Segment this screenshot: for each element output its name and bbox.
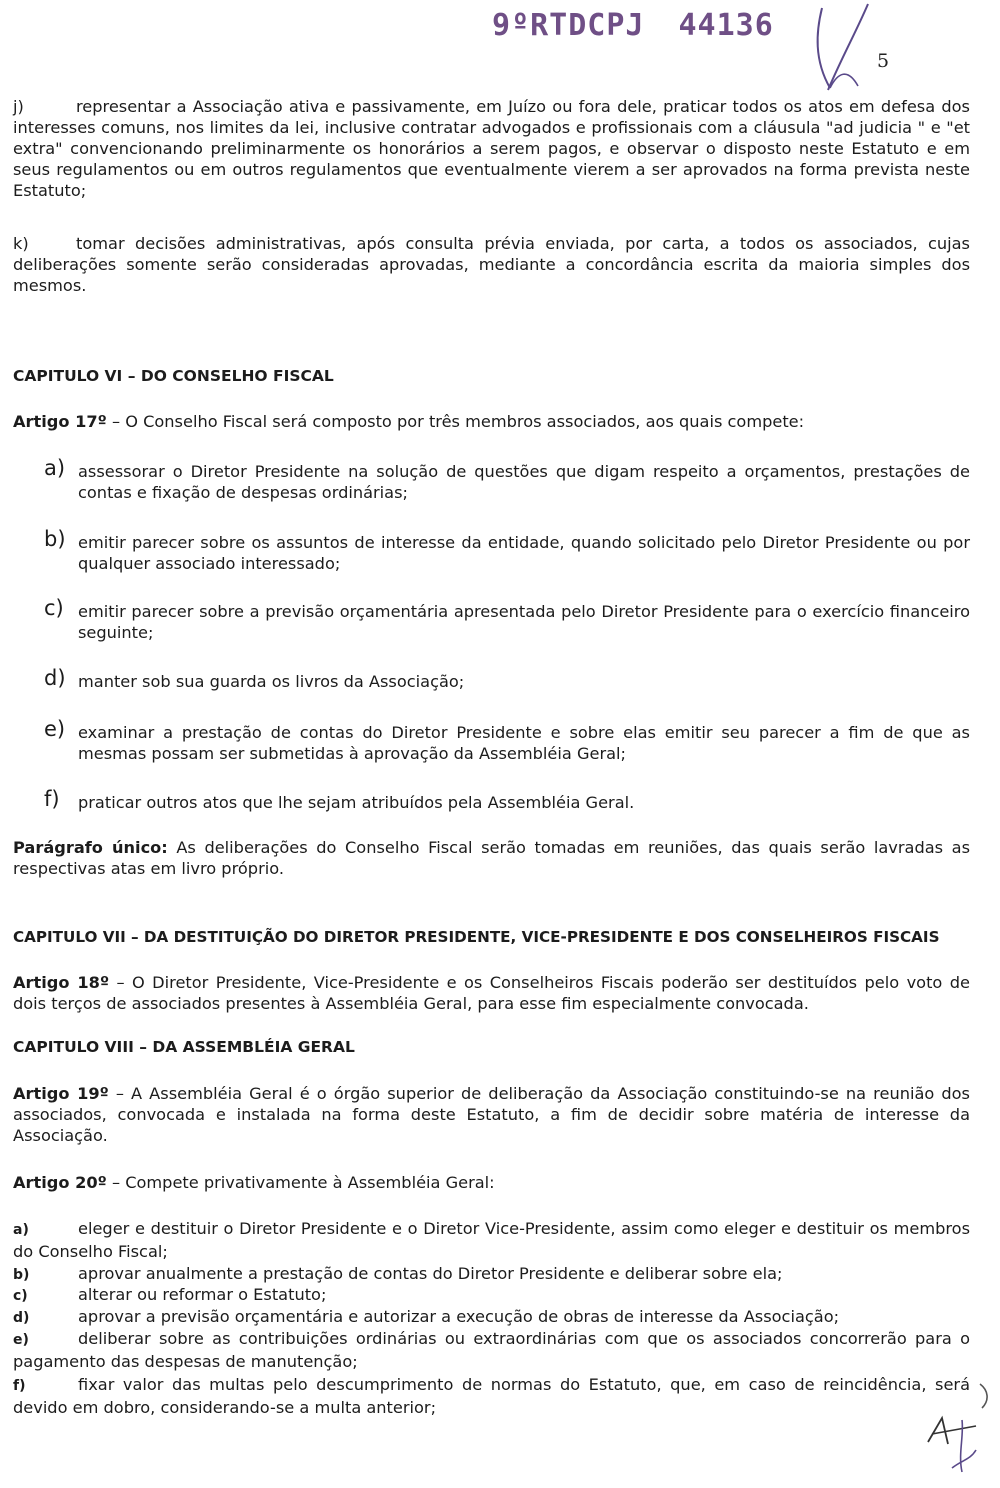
council-item-c-text: emitir parecer sobre a previsão orçamentária apresentada pelo Diretor Presidente para o exercício financeiro seguinte; — [78, 602, 970, 642]
item-k — [13, 233, 970, 296]
page-number: 5 — [877, 50, 890, 72]
council-item-f-letter: f) — [44, 787, 60, 811]
article-18-text: – O Diretor Presidente, Vice-Presidente e os Conselheiros Fiscais poderão ser destituídos pelo voto de dois terços de associados presentes à Assembléia Geral, para esse fim especialmente convocada. — [13, 973, 970, 1013]
council-item-a-text: assessorar o Diretor Presidente na solução de questões que digam respeito a orçamentos, prestações de contas e fixação de despesas ordinárias; — [78, 462, 970, 502]
article-19 — [13, 1083, 970, 1146]
assembly-item-d-text: aprovar a previsão orçamentária e autorizar a execução de obras de interesse da Associação; — [78, 1307, 840, 1326]
council-item-b-letter: b) — [44, 527, 66, 551]
item-j-text: representar a Associação ativa e passivamente, em Juízo ou fora dele, praticar todos os atos em defesa dos interesses comuns, nos limites da lei, inclusive contratar advogados e profissionais com a cláusula "ad judicia " e "et extra" convencionando preliminarmente os honorários a serem pagos, e observar o disposto neste Estatuto e em seus regulamentos ou em outros regulamentos que eventualmente vierem a ser aprovados na forma prevista neste Estatuto; — [13, 97, 970, 200]
council-item-a — [44, 456, 970, 503]
initials-signature-bottom — [918, 1380, 998, 1484]
assembly-item-c-label: c) — [13, 1288, 28, 1304]
assembly-item-b-label: b) — [13, 1267, 30, 1283]
council-item-e — [44, 717, 970, 764]
sole-paragraph-label: Parágrafo único: — [13, 838, 168, 857]
assembly-item-f-text: fixar valor das multas pelo descumprimento de normas do Estatuto, que, em caso de reincidência, será devido em dobro, considerando-se a multa anterior; — [13, 1375, 970, 1417]
council-item-a-letter: a) — [44, 456, 66, 480]
item-k-label: k) — [13, 234, 29, 253]
stamp-code: 9ºRTDCPJ — [492, 8, 645, 43]
assembly-item-e-label: e) — [13, 1332, 29, 1348]
chapter-6-heading: CAPITULO VI – DO CONSELHO FISCAL — [13, 367, 334, 385]
registry-stamp — [492, 8, 774, 43]
initials-signature-top — [808, 2, 878, 94]
assembly-item-a — [13, 1218, 970, 1262]
article-19-label: Artigo 19º — [13, 1084, 109, 1103]
sole-paragraph-text: As deliberações do Conselho Fiscal serão tomadas em reuniões, das quais serão lavradas as respectivas atas em livro próprio. — [13, 838, 970, 878]
item-j-label: j) — [13, 97, 24, 116]
council-item-e-text: examinar a prestação de contas do Diretor Presidente e sobre elas emitir seu parecer a fim de que as mesmas possam ser submetidas à aprovação da Assembléia Geral; — [78, 723, 970, 763]
assembly-item-f-label: f) — [13, 1378, 26, 1394]
council-item-c — [44, 596, 970, 643]
assembly-item-b-text: aprovar anualmente a prestação de contas do Diretor Presidente e deliberar sobre ela; — [78, 1264, 783, 1283]
council-item-d — [44, 666, 970, 692]
assembly-item-c — [13, 1284, 970, 1307]
council-item-b — [44, 527, 970, 574]
article-20 — [13, 1172, 970, 1193]
council-item-c-letter: c) — [44, 596, 64, 620]
assembly-item-e — [13, 1328, 970, 1372]
assembly-item-b — [13, 1263, 970, 1286]
stamp-number: 44136 — [678, 8, 774, 43]
assembly-item-d — [13, 1306, 970, 1329]
chapter-8-heading: CAPITULO VIII – DA ASSEMBLÉIA GERAL — [13, 1038, 355, 1056]
assembly-item-f — [13, 1374, 970, 1418]
article-20-text: – Compete privativamente à Assembléia Geral: — [106, 1173, 495, 1192]
sole-paragraph — [13, 837, 970, 879]
assembly-item-a-text: eleger e destituir o Diretor Presidente e o Diretor Vice-Presidente, assim como eleger e destituir os membros do Conselho Fiscal; — [13, 1219, 970, 1261]
article-19-text: – A Assembléia Geral é o órgão superior de deliberação da Associação constituindo-se na reunião dos associados, convocada e instalada na forma deste Estatuto, a fim de decidir sobre matéria de interesse da Associação. — [13, 1084, 970, 1145]
assembly-item-c-text: alterar ou reformar o Estatuto; — [78, 1285, 327, 1304]
item-k-text: tomar decisões administrativas, após consulta prévia enviada, por carta, a todos os associados, cujas deliberações somente serão consideradas aprovadas, mediante a concordância escrita da maioria simples dos mesmos. — [13, 234, 970, 295]
article-18 — [13, 972, 970, 1014]
assembly-item-e-text: deliberar sobre as contribuições ordinárias ou extraordinárias com que os associados concorrerão para o pagamento das despesas de manutenção; — [13, 1329, 970, 1371]
article-20-label: Artigo 20º — [13, 1173, 107, 1192]
item-j — [13, 96, 970, 201]
article-17-label: Artigo 17º — [13, 412, 107, 431]
article-18-label: Artigo 18º — [13, 973, 110, 992]
assembly-item-a-label: a) — [13, 1222, 29, 1238]
council-item-e-letter: e) — [44, 717, 66, 741]
council-item-d-text: manter sob sua guarda os livros da Associação; — [78, 672, 465, 691]
council-item-b-text: emitir parecer sobre os assuntos de interesse da entidade, quando solicitado pelo Diretor Presidente ou por qualquer associado interessado; — [78, 533, 970, 573]
chapter-7-heading: CAPITULO VII – DA DESTITUIÇÃO DO DIRETOR PRESIDENTE, VICE-PRESIDENTE E DOS CONSELHEIROS FISCAIS — [13, 928, 940, 946]
council-item-f-text: praticar outros atos que lhe sejam atribuídos pela Assembléia Geral. — [78, 793, 635, 812]
article-17-text: – O Conselho Fiscal será composto por três membros associados, aos quais compete: — [106, 412, 805, 431]
assembly-item-d-label: d) — [13, 1310, 30, 1326]
council-item-f — [44, 787, 970, 813]
article-17 — [13, 411, 970, 432]
council-item-d-letter: d) — [44, 666, 66, 690]
